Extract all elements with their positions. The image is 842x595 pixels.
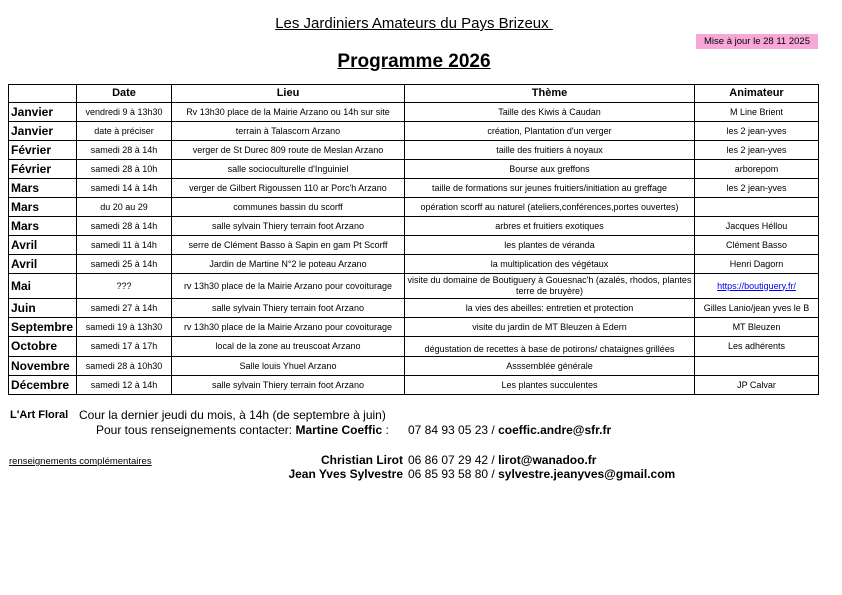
lieu-cell: rv 13h30 place de la Mairie Arzano pour covoiturage (172, 274, 405, 299)
table-row (9, 103, 819, 122)
table-row (9, 274, 819, 299)
date-cell: vendredi 9 à 13h30 (77, 103, 172, 122)
month-cell: Avril (9, 255, 77, 274)
date-cell: samedi 28 à 14h (77, 141, 172, 160)
update-badge: Mise à jour le 28 11 2025 (696, 34, 818, 49)
person1-phone: 06 86 07 29 42 / (408, 453, 495, 467)
lieu-cell: Salle louis Yhuel Arzano (172, 357, 405, 376)
date-cell: samedi 25 à 14h (77, 255, 172, 274)
lieu-cell: verger de St Durec 809 route de Meslan Arzano (172, 141, 405, 160)
contact-details (408, 423, 611, 437)
date-cell: samedi 12 à 14h (77, 376, 172, 395)
animateur-cell (695, 198, 819, 217)
lieu-cell: terrain à Talascorn Arzano (172, 122, 405, 141)
person2-name: Jean Yves Sylvestre (288, 467, 403, 481)
theme-cell: taille de formations sur jeunes fruitiers/initiation au greffage (405, 179, 695, 198)
table-row (9, 198, 819, 217)
contact-prefix: Pour tous renseignements contacter: (96, 423, 293, 437)
person1-name: Christian Lirot (320, 453, 403, 467)
date-cell: samedi 14 à 14h (77, 179, 172, 198)
theme-cell: opération scorff au naturel (ateliers,conférences,portes ouvertes) (405, 198, 695, 217)
contact-name: Martine Coeffic (295, 423, 383, 437)
contact-separator: : (385, 423, 389, 437)
date-cell: samedi 11 à 14h (77, 236, 172, 255)
column-header-lieu: Lieu (172, 85, 405, 103)
animateur-cell: MT Bleuzen (695, 318, 819, 337)
boutiguery-link[interactable]: https://boutiguery.fr/ (717, 280, 796, 291)
lieu-cell: rv 13h30 place de la Mairie Arzano pour covoiturage (172, 318, 405, 337)
theme-cell: Les plantes succulentes (405, 376, 695, 395)
theme-cell: dégustation de recettes à base de potirons/ chataignes grillées (405, 337, 695, 357)
person2-details (408, 467, 675, 481)
table-row (9, 357, 819, 376)
month-cell: Juin (9, 299, 77, 318)
document-title: Les Jardiniers Amateurs du Pays Brizeux (275, 15, 553, 32)
lieu-cell: salle sylvain Thiery terrain foot Arzano (172, 217, 405, 236)
theme-cell: création, Plantation d'un verger (405, 122, 695, 141)
person2-phone: 06 85 93 58 80 / (408, 467, 495, 481)
programme-title: Programme 2026 (337, 51, 491, 72)
lieu-cell: salle sylvain Thiery terrain foot Arzano (172, 376, 405, 395)
table-row (9, 179, 819, 198)
date-cell: samedi 28 à 10h30 (77, 357, 172, 376)
theme-cell: Bourse aux greffons (405, 160, 695, 179)
date-cell: samedi 17 à 17h (77, 337, 172, 357)
date-cell: date à préciser (77, 122, 172, 141)
lieu-cell: communes bassin du scorff (172, 198, 405, 217)
date-cell: samedi 19 à 13h30 (77, 318, 172, 337)
month-cell: Février (9, 141, 77, 160)
column-header-theme: Thème (405, 85, 695, 103)
date-cell: samedi 28 à 10h (77, 160, 172, 179)
month-cell: Janvier (9, 122, 77, 141)
table-row (9, 236, 819, 255)
column-header-month (9, 85, 77, 103)
table-row (9, 255, 819, 274)
table-row (9, 141, 819, 160)
month-cell: Mai (9, 274, 77, 299)
lieu-cell: Jardin de Martine N°2 le poteau Arzano (172, 255, 405, 274)
lieu-cell: serre de Clément Basso à Sapin en gam Pt Scorff (172, 236, 405, 255)
lieu-cell: salle socioculturelle d'Inguiniel (172, 160, 405, 179)
month-cell: Novembre (9, 357, 77, 376)
theme-cell: Taille des Kiwis à Caudan (405, 103, 695, 122)
table-row (9, 318, 819, 337)
month-cell: Mars (9, 217, 77, 236)
contact-phone: 07 84 93 05 23 / (408, 423, 495, 437)
month-cell: Février (9, 160, 77, 179)
date-cell: du 20 au 29 (77, 198, 172, 217)
table-row (9, 122, 819, 141)
animateur-cell: les 2 jean-yves (695, 141, 819, 160)
person2-email: sylvestre.jeanyves@gmail.com (498, 467, 676, 481)
lieu-cell: local de la zone au treuscoat Arzano (172, 337, 405, 357)
programme-table (8, 84, 819, 395)
column-header-date: Date (77, 85, 172, 103)
month-cell: Décembre (9, 376, 77, 395)
animateur-cell: Gilles Lanio/jean yves le B (695, 299, 819, 318)
date-cell: samedi 27 à 14h (77, 299, 172, 318)
theme-cell: la vies des abeilles: entretien et protection (405, 299, 695, 318)
animateur-cell: les 2 jean-yves (695, 179, 819, 198)
person1-email: lirot@wanadoo.fr (498, 453, 597, 467)
theme-cell: arbres et fruitiers exotiques (405, 217, 695, 236)
animateur-cell (695, 357, 819, 376)
more-info-label: renseignements complémentaires (9, 456, 152, 467)
column-header-animateur: Animateur (695, 85, 819, 103)
date-cell: samedi 28 à 14h (77, 217, 172, 236)
table-row (9, 337, 819, 357)
month-cell: Septembre (9, 318, 77, 337)
animateur-cell: M Line Brient (695, 103, 819, 122)
animateur-cell: Henri Dagorn (695, 255, 819, 274)
contact-line (96, 423, 389, 437)
date-cell: ??? (77, 274, 172, 299)
theme-cell: visite du jardin de MT Bleuzen à Edern (405, 318, 695, 337)
table-row (9, 160, 819, 179)
animateur-cell (695, 274, 819, 299)
month-cell: Janvier (9, 103, 77, 122)
lieu-cell: salle sylvain Thiery terrain foot Arzano (172, 299, 405, 318)
animateur-cell: Clément Basso (695, 236, 819, 255)
theme-cell: les plantes de véranda (405, 236, 695, 255)
table-row (9, 376, 819, 395)
table-row (9, 217, 819, 236)
art-floral-text: Cour la dernier jeudi du mois, à 14h (de septembre à juin) (79, 408, 386, 422)
lieu-cell: Rv 13h30 place de la Mairie Arzano ou 14h sur site (172, 103, 405, 122)
animateur-cell: les 2 jean-yves (695, 122, 819, 141)
animateur-cell: Jacques Héllou (695, 217, 819, 236)
theme-cell: taille des fruitiers à noyaux (405, 141, 695, 160)
month-cell: Mars (9, 179, 77, 198)
month-cell: Avril (9, 236, 77, 255)
person1-details (408, 453, 596, 467)
lieu-cell: verger de Gilbert Rigoussen 110 ar Porc'h Arzano (172, 179, 405, 198)
month-cell: Octobre (9, 337, 77, 357)
theme-cell: Asssemblée générale (405, 357, 695, 376)
month-cell: Mars (9, 198, 77, 217)
animateur-cell: arborepom (695, 160, 819, 179)
table-header-row (9, 85, 819, 103)
theme-cell: visite du domaine de Boutiguery à Gouesnac'h (azalés, rhodos, plantes terre de bruyère) (405, 274, 695, 299)
art-floral-label: L'Art Floral (10, 409, 69, 421)
animateur-cell: JP Calvar (695, 376, 819, 395)
theme-cell: la multiplication des végétaux (405, 255, 695, 274)
table-row (9, 299, 819, 318)
contact-email: coeffic.andre@sfr.fr (498, 423, 612, 437)
animateur-cell: Les adhérents (695, 337, 819, 357)
